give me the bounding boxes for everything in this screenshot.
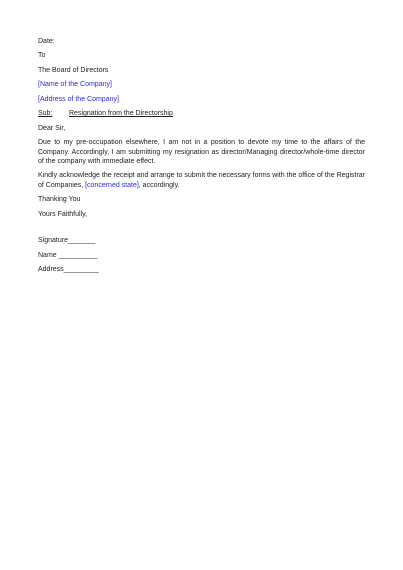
paragraph-1: Due to my pre-occupation elsewhere, I am not in a position to devote my time to the affairs of the Company. Accordingly, I am submitting my resignation as director/Managing director/whole-time director of the company with immediate effect. bbox=[38, 139, 365, 165]
paragraph-2-text: Kindly acknowledge the receipt and arrange to submit the necessary forms with the office of the Registrar of Companies, bbox=[38, 172, 365, 189]
company-address-placeholder: [Address of the Company] bbox=[38, 95, 119, 103]
salutation: Dear Sir, bbox=[38, 124, 66, 132]
name-line: Name __________ bbox=[38, 251, 98, 259]
to-label: To bbox=[38, 52, 46, 60]
subject-label: Sub: bbox=[38, 110, 53, 118]
subject-text: Resignation from the Directorship bbox=[69, 110, 173, 118]
address-line: Address_________ bbox=[38, 266, 99, 273]
letter-body bbox=[38, 37, 365, 274]
signature-line: Signature_______ bbox=[38, 237, 96, 245]
company-name-placeholder: [Name of the Company] bbox=[38, 81, 112, 89]
paragraph-2 bbox=[38, 171, 365, 190]
closing-line: Yours Faithfully, bbox=[38, 210, 88, 218]
paragraph-2-end: , accordingly. bbox=[138, 181, 180, 189]
thanks-line: Thanking You bbox=[38, 196, 81, 204]
subject-line bbox=[38, 109, 365, 118]
recipient: The Board of Directors bbox=[38, 66, 109, 74]
date-label: Date: bbox=[38, 38, 55, 45]
concerned-state-placeholder: [concerned state] bbox=[85, 181, 139, 189]
